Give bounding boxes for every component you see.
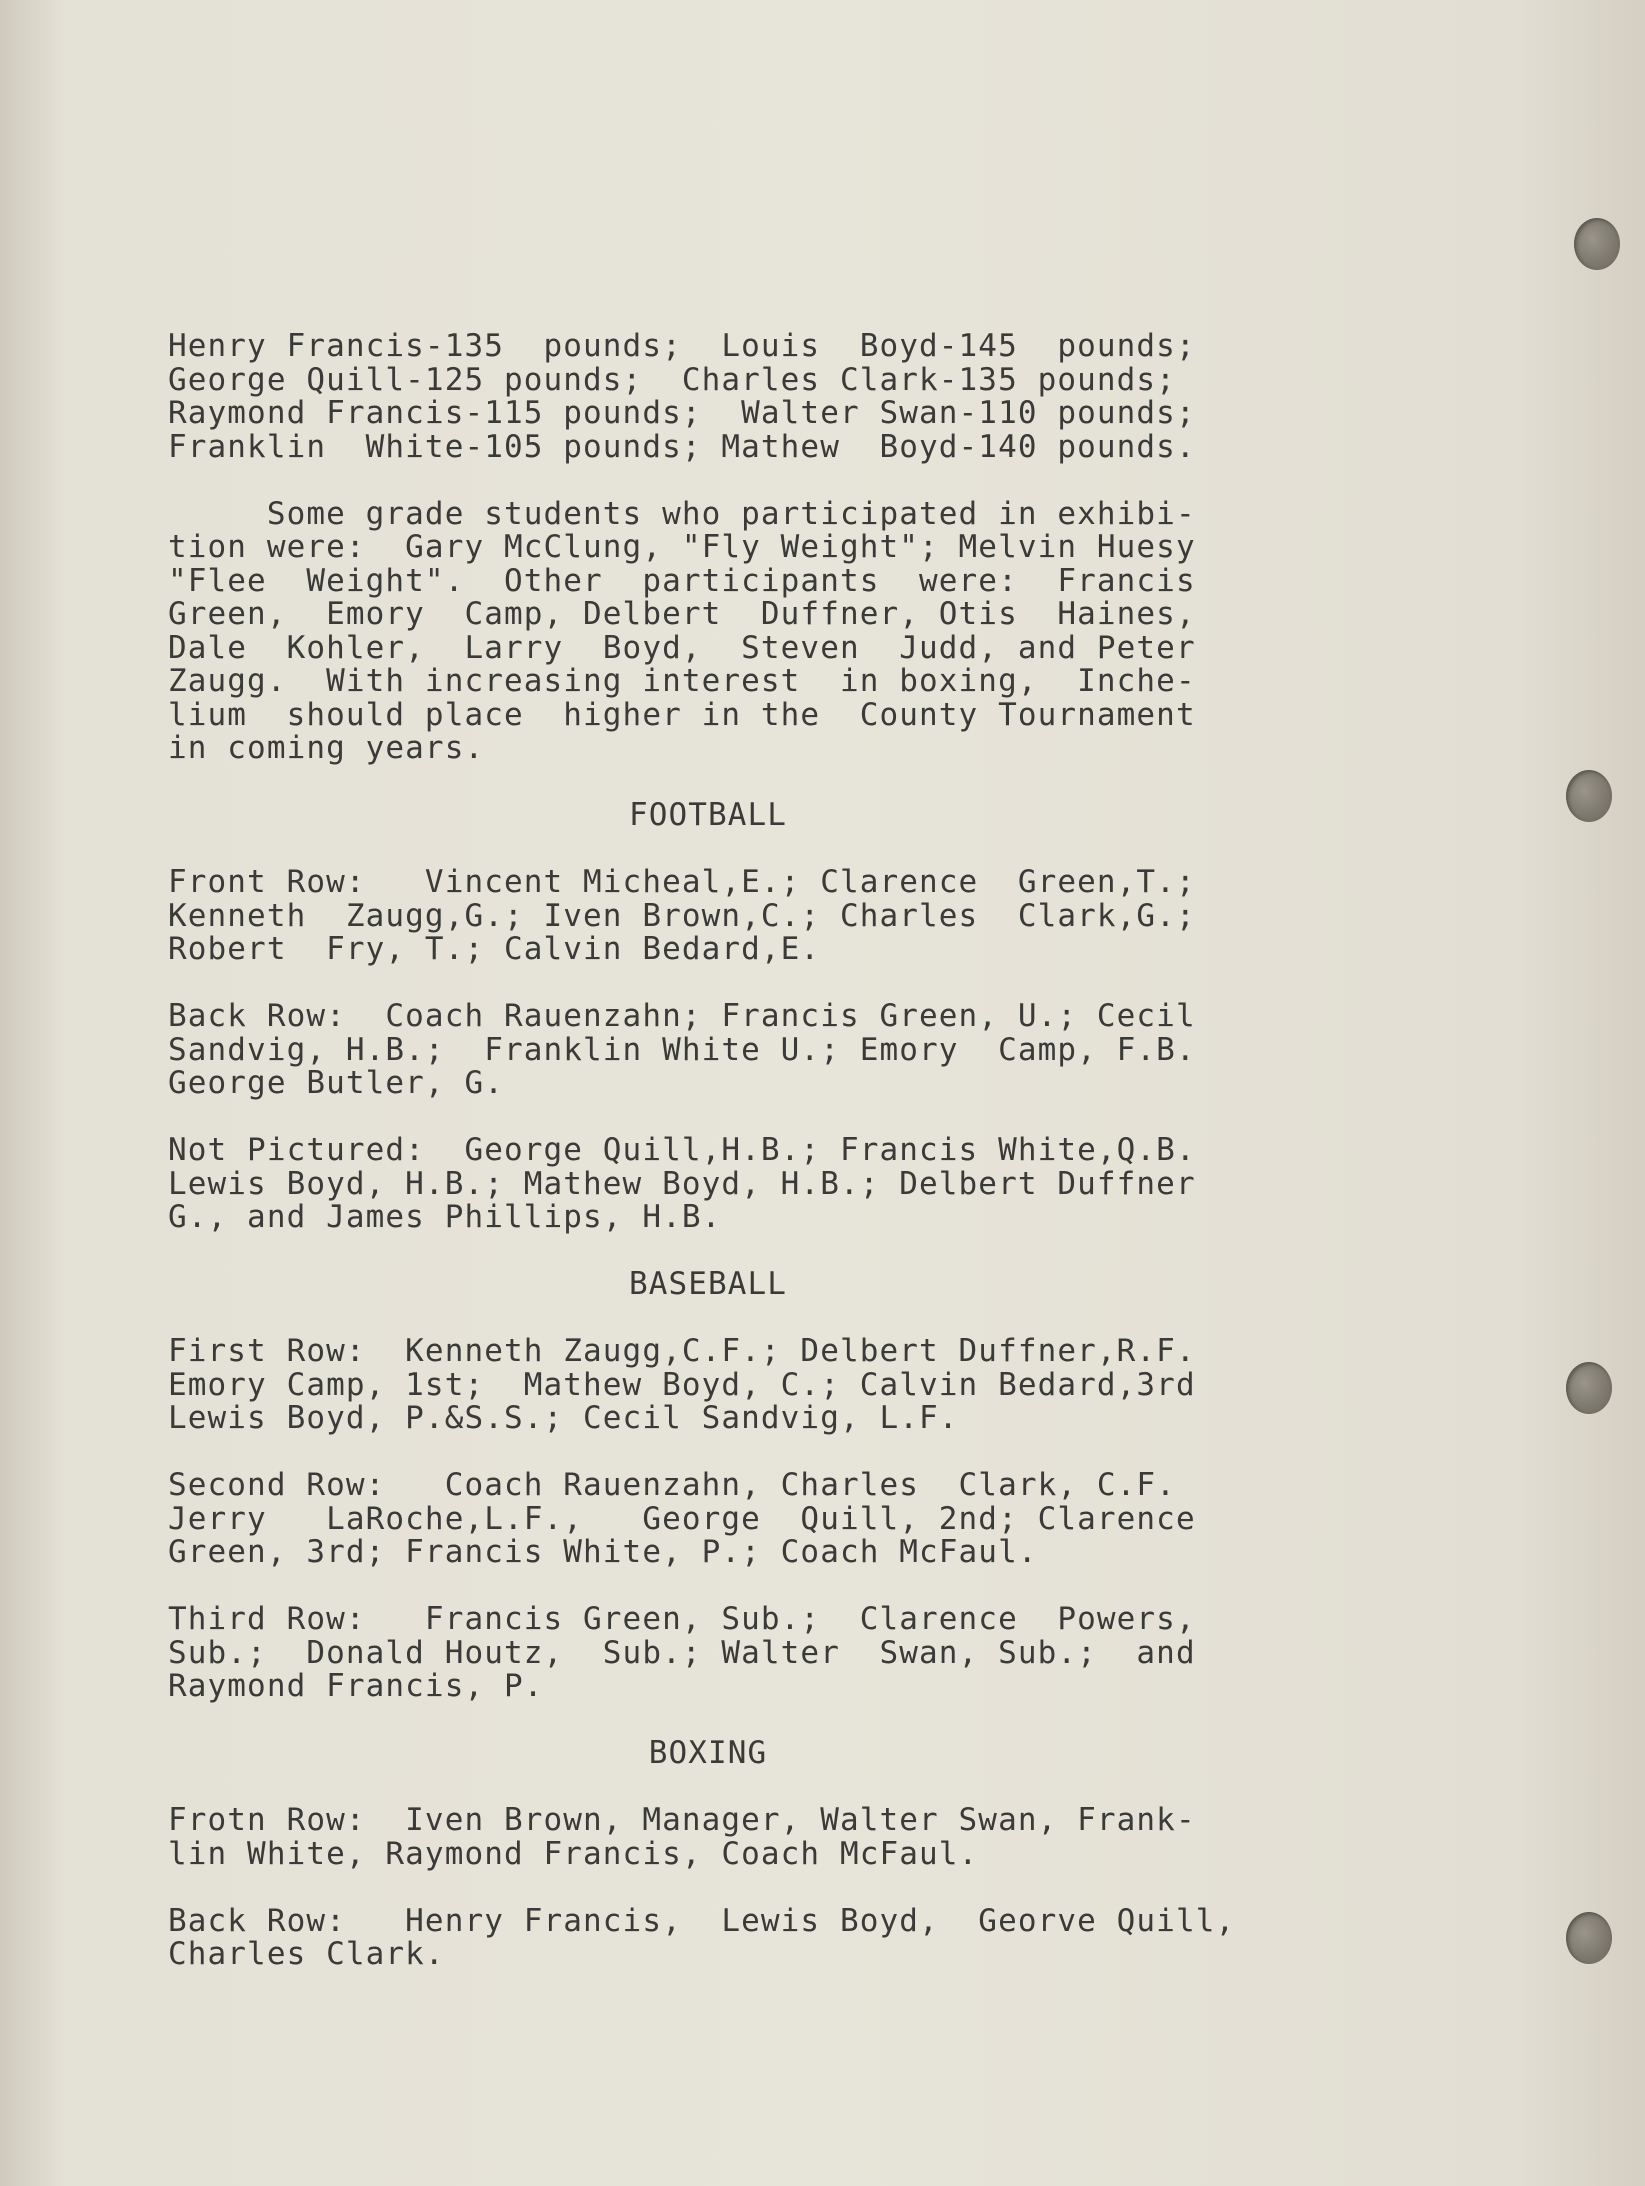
binder-hole-3 <box>1566 1362 1612 1414</box>
text-line: Front Row: Vincent Micheal,E.; Clarence Green,T.; <box>168 864 1196 900</box>
text-line: Raymond Francis, P. <box>168 1668 544 1704</box>
text-line: Sub.; Donald Houtz, Sub.; Walter Swan, Sub.; and <box>168 1634 1196 1671</box>
text-line: Dale Kohler, Larry Boyd, Steven Judd, and Peter <box>168 629 1196 666</box>
text-line: Green, Emory Camp, Delbert Duffner, Otis Haines, <box>168 596 1196 632</box>
baseball-heading: BASEBALL <box>628 1266 788 1302</box>
text-line: Jerry LaRoche,L.F., George Quill, 2nd; Clarence <box>168 1500 1196 1537</box>
text-line: tion were: Gary McClung, "Fly Weight"; Melvin Huesy <box>168 529 1196 565</box>
text-line: lium should place higher in the County Tournament <box>168 696 1196 733</box>
text-line: Second Row: Coach Rauenzahn, Charles Clark, C.F. <box>168 1467 1176 1503</box>
text-line: George Quill-125 pounds; Charles Clark-135 pounds; <box>168 361 1176 398</box>
text-line: Third Row: Francis Green, Sub.; Clarence Powers, <box>168 1601 1196 1637</box>
text-line: Charles Clark. <box>168 1936 445 1972</box>
boxing-heading: BOXING <box>648 1735 768 1771</box>
typed-text-body <box>168 330 1288 2005</box>
text-line: Sandvig, H.B.; Franklin White U.; Emory Camp, F.B. <box>168 1031 1196 1068</box>
text-line: Green, 3rd; Francis White, P.; Coach McFaul. <box>168 1534 1038 1570</box>
binder-hole-1 <box>1574 218 1620 270</box>
exhibition-paragraph <box>168 495 1288 766</box>
text-line: G., and James Phillips, H.B. <box>168 1199 722 1235</box>
football-heading: FOOTBALL <box>628 797 788 833</box>
text-line: Lewis Boyd, P.&S.S.; Cecil Sandvig, L.F. <box>168 1400 959 1436</box>
text-line: Emory Camp, 1st; Mathew Boyd, C.; Calvin Bedard,3rd <box>168 1366 1196 1403</box>
football-back-row <box>168 1000 1288 1101</box>
text-line: Raymond Francis-115 pounds; Walter Swan-110 pounds; <box>168 395 1196 431</box>
text-line: Lewis Boyd, H.B.; Mathew Boyd, H.B.; Delbert Duffner <box>168 1165 1196 1202</box>
football-front-row <box>168 866 1288 967</box>
baseball-third-row <box>168 1603 1288 1704</box>
text-line: "Flee Weight". Other participants were: Francis <box>168 562 1196 599</box>
text-line: in coming years. <box>168 730 485 766</box>
text-line: Back Row: Henry Francis, Lewis Boyd, Georve Quill, <box>168 1902 1236 1939</box>
text-line: Not Pictured: George Quill,H.B.; Francis White,Q.B. <box>168 1132 1196 1168</box>
text-line: George Butler, G. <box>168 1065 504 1101</box>
baseball-first-row <box>168 1335 1288 1436</box>
boxing-weights-paragraph <box>168 330 1288 464</box>
text-line: Frotn Row: Iven Brown, Manager, Walter Swan, Frank- <box>168 1802 1196 1838</box>
text-line: Henry Francis-135 pounds; Louis Boyd-145 pounds; <box>168 328 1196 364</box>
binder-hole-4 <box>1566 1912 1612 1964</box>
boxing-back-row <box>168 1902 1288 1972</box>
text-line: Franklin White-105 pounds; Mathew Boyd-140 pounds. <box>168 428 1196 465</box>
text-line: First Row: Kenneth Zaugg,C.F.; Delbert Duffner,R.F. <box>168 1333 1196 1369</box>
binder-hole-2 <box>1566 770 1612 822</box>
text-line: Kenneth Zaugg,G.; Iven Brown,C.; Charles Clark,G.; <box>168 897 1196 934</box>
text-line: Robert Fry, T.; Calvin Bedard,E. <box>168 931 821 967</box>
text-line: Some grade students who participated in exhibi- <box>168 495 1196 532</box>
text-line: Zaugg. With increasing interest in boxing, Inche- <box>168 663 1196 699</box>
football-not-pictured <box>168 1134 1288 1235</box>
boxing-front-row <box>168 1804 1288 1871</box>
baseball-second-row <box>168 1469 1288 1570</box>
text-line: lin White, Raymond Francis, Coach McFaul. <box>168 1835 979 1872</box>
text-line: Back Row: Coach Rauenzahn; Francis Green, U.; Cecil <box>168 998 1196 1034</box>
